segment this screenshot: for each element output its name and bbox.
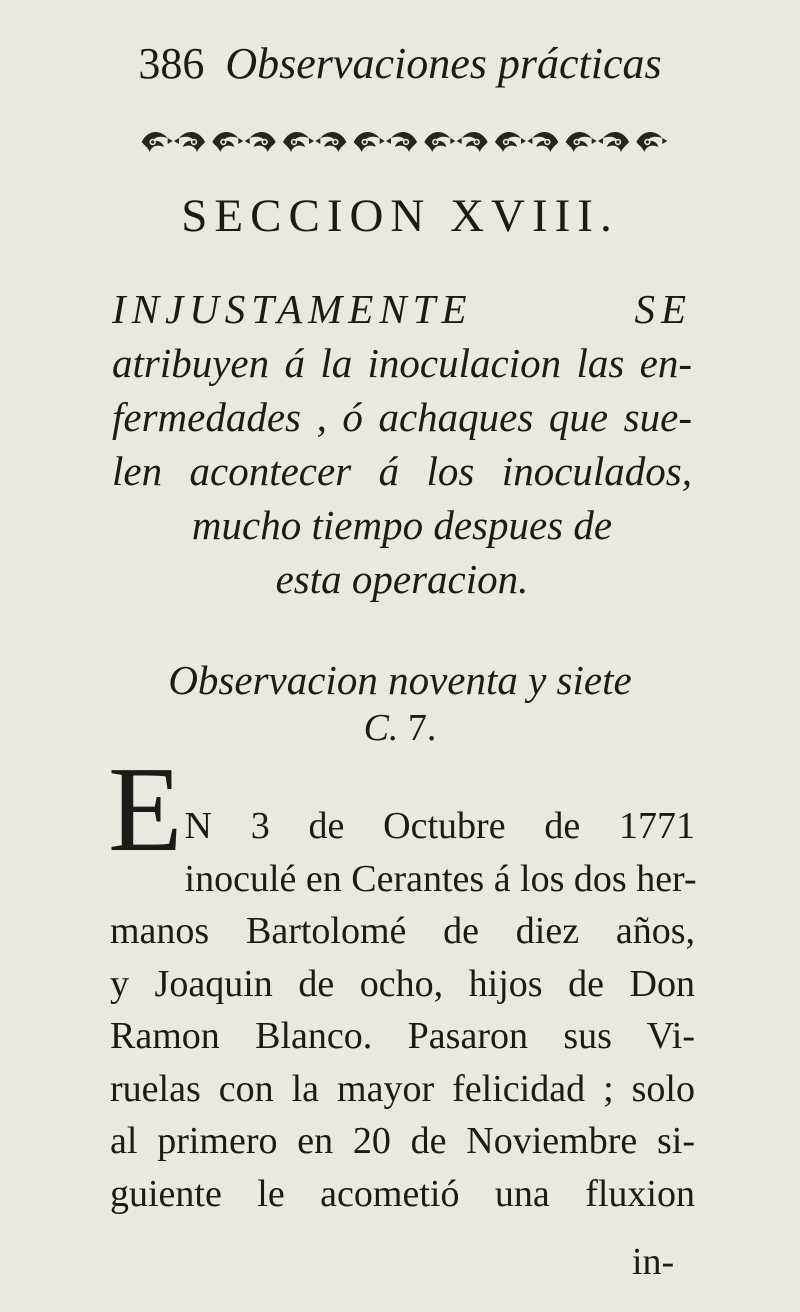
body-line: y Joaquin de ocho, hijos de Don: [110, 962, 695, 1005]
fleuron-icon: [457, 132, 488, 152]
observation-ref-number: 7.: [407, 707, 437, 749]
fleuron-icon: [424, 132, 455, 152]
heading-line: mucho tiempo despues de: [191, 502, 613, 548]
heading-line: atribuyen á la inoculacion las en-: [112, 340, 692, 386]
drop-cap: E: [108, 742, 183, 877]
fleuron-icon: [212, 132, 243, 152]
observation-title: Observacion noventa y siete: [168, 657, 632, 703]
fleuron-icon: [566, 132, 597, 152]
running-head: [0, 38, 800, 90]
section-title: SECCION XVIII.: [181, 190, 619, 242]
fleuron-icon: [283, 132, 314, 152]
fleuron-icon: [315, 132, 346, 152]
fleuron-icon: [527, 132, 558, 152]
body-line: Ramon Blanco. Pasaron sus Vi-: [110, 1015, 695, 1057]
heading-line: INJUSTAMENTE SE: [112, 286, 692, 332]
fleuron-icon: [354, 132, 385, 152]
body-line: inoculé en Cerantes á los dos her-: [184, 857, 697, 900]
body-line: N 3 de Octubre de 1771: [184, 805, 695, 847]
body-line: ruelas con la mayor felicidad ; solo: [110, 1067, 695, 1110]
body-paragraph: [108, 742, 697, 1220]
fleuron-icon: [636, 132, 667, 152]
fleuron-icon: [386, 132, 417, 152]
running-title: Observaciones prácticas: [225, 39, 662, 88]
body-line: manos Bartolomé de diez años,: [110, 910, 695, 952]
chapter-heading: [112, 282, 692, 606]
fleuron-ornament-row: [138, 122, 668, 162]
body-line: al primero en 20 de Noviembre si-: [110, 1120, 695, 1162]
heading-line: len acontecer á los inoculados,: [112, 448, 692, 494]
fleuron-icon: [598, 132, 629, 152]
observation-ref-letter: C.: [363, 707, 399, 749]
page-number: 386: [138, 39, 205, 88]
heading-line: fermedades , ó achaques que sue-: [112, 394, 692, 440]
heading-line: esta operacion.: [275, 556, 529, 602]
fleuron-icon: [495, 132, 526, 152]
fleuron-icon: [142, 132, 173, 152]
fleuron-icon: [174, 132, 205, 152]
body-line: guiente le acometió una fluxion: [110, 1172, 695, 1215]
fleuron-icon: [245, 132, 276, 152]
catchword: in-: [632, 1241, 675, 1283]
